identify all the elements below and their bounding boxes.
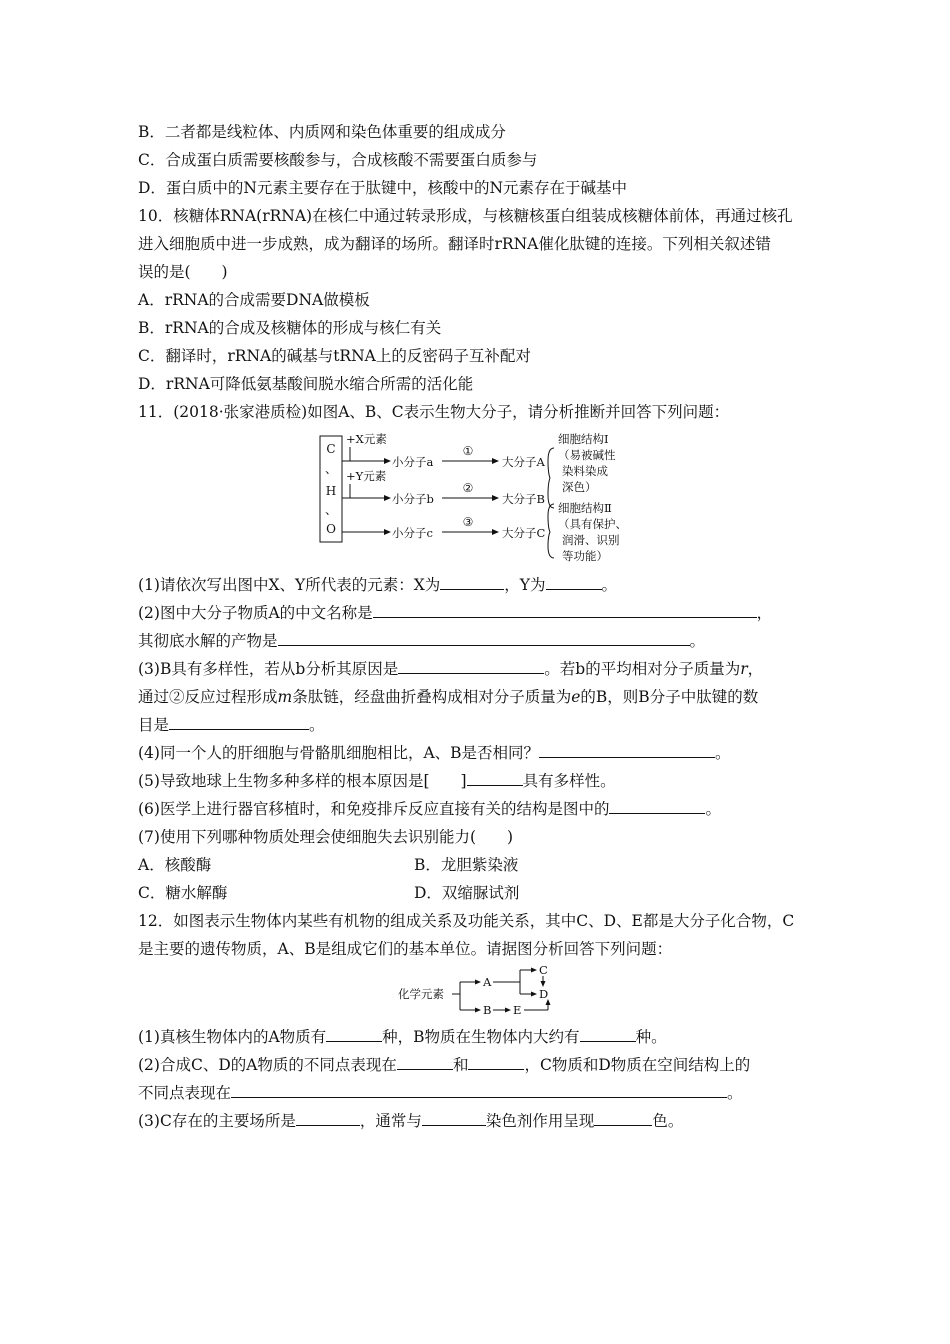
node-e: E bbox=[513, 1003, 522, 1017]
answer-blank-structure[interactable] bbox=[609, 799, 705, 814]
q11-sub5 bbox=[138, 770, 616, 792]
brace-structure-2 bbox=[548, 504, 554, 558]
element-sep-2: 、 bbox=[324, 503, 338, 517]
q12-sub1-text-c: 种。 bbox=[635, 1028, 667, 1046]
q11-sub7-option-c: C．糖水解酶 bbox=[138, 884, 228, 902]
structure-2-line4: 等功能） bbox=[562, 549, 608, 563]
q11-sub1-text-c: 。 bbox=[601, 576, 618, 594]
q10-option-b: B．rRNA的合成及核糖体的形成与核仁有关 bbox=[138, 319, 442, 337]
q9-option-d: D．蛋白质中的N元素主要存在于肽键中，核酸中的N元素存在于碱基中 bbox=[138, 179, 628, 197]
step-1-label: ① bbox=[462, 444, 474, 458]
q10-option-d: D．rRNA可降低氨基酸间脱水缩合所需的活化能 bbox=[138, 375, 474, 393]
q11-sub3-text-g: 目是 bbox=[138, 716, 170, 734]
q11-diagram bbox=[318, 428, 648, 568]
q11-sub3-line1 bbox=[138, 658, 763, 680]
answer-blank-root-cause[interactable] bbox=[467, 771, 523, 786]
q10-option-a: A．rRNA的合成需要DNA做模板 bbox=[138, 291, 370, 309]
answer-blank-hydrolysis-products[interactable] bbox=[278, 631, 690, 646]
q11-sub6-text-b: 。 bbox=[705, 800, 721, 818]
step-3-label: ③ bbox=[462, 515, 474, 529]
structure-1-line4: 深色） bbox=[562, 480, 597, 494]
q12-sub3-text-b: ，通常与 bbox=[359, 1112, 422, 1130]
answer-blank-difference-1[interactable] bbox=[397, 1055, 453, 1070]
small-molecule-c: 小分子c bbox=[392, 526, 433, 540]
q11-sub3-var-m: m bbox=[277, 688, 293, 706]
big-molecule-c: 大分子C bbox=[502, 526, 546, 540]
q12-diagram-svg bbox=[396, 962, 566, 1022]
q12-sub2-line1 bbox=[138, 1054, 750, 1076]
answer-blank-difference-2[interactable] bbox=[468, 1055, 524, 1070]
q12-sub2-line2 bbox=[138, 1082, 743, 1104]
answer-blank-y[interactable] bbox=[546, 575, 602, 590]
node-b: B bbox=[483, 1003, 492, 1017]
q9-option-b: B．二者都是线粒体、内质网和染色体重要的组成成分 bbox=[138, 123, 506, 141]
q12-sub1 bbox=[138, 1026, 667, 1048]
q11-sub3-text-a: (3)B具有多样性，若从b分析其原因是 bbox=[138, 660, 399, 678]
big-molecule-a: 大分子A bbox=[502, 455, 545, 469]
structure-1-line2: （易被碱性 bbox=[558, 448, 616, 462]
structure-2-line3: 润滑、识别 bbox=[562, 533, 620, 547]
q11-sub3-text-e: 条肽链，经盘曲折叠构成相对分子质量为 bbox=[292, 688, 572, 706]
q11-sub4 bbox=[138, 742, 731, 764]
q12-sub2-text-b: 和 bbox=[452, 1056, 469, 1074]
node-a: A bbox=[483, 975, 492, 989]
q11-sub7: (7)使用下列哪种物质处理会使细胞失去识别能力( ) bbox=[138, 828, 514, 846]
q11-sub5-text-a: (5)导致地球上生物多种多样的根本原因是[ ] bbox=[138, 772, 467, 790]
q10-stem-line1: 10．核糖体RNA(rRNA)在核仁中通过转录形成，与核糖核蛋白组装成核糖体前体，再通过核孔 bbox=[138, 207, 793, 225]
q11-sub3-line2 bbox=[138, 686, 758, 708]
brace-structure-1 bbox=[548, 448, 554, 508]
q11-sub4-text-a: (4)同一个人的肝细胞与骨骼肌细胞相比，A、B是否相同？ bbox=[138, 744, 540, 762]
q12-sub3-text-a: (3)C存在的主要场所是 bbox=[138, 1112, 296, 1130]
answer-blank-stain[interactable] bbox=[422, 1111, 486, 1126]
answer-blank-spatial-structure[interactable] bbox=[231, 1083, 727, 1098]
answer-blank-location[interactable] bbox=[296, 1111, 360, 1126]
q12-sub2-text-d: 不同点表现在 bbox=[138, 1084, 232, 1102]
element-h: H bbox=[325, 484, 337, 498]
structure-2-line1: 细胞结构Ⅱ bbox=[558, 501, 612, 515]
q11-sub2-text-a: (2)图中大分子物质A的中文名称是 bbox=[138, 604, 373, 622]
q12-diagram bbox=[396, 962, 566, 1022]
node-c: C bbox=[539, 963, 548, 977]
q11-sub2-text-d: 。 bbox=[689, 632, 706, 650]
plus-y-label: +Y元素 bbox=[346, 469, 387, 483]
element-o: O bbox=[326, 522, 336, 536]
q11-sub3-text-h: 。 bbox=[309, 716, 325, 734]
q12-sub3-text-c: 染色剂作用呈现 bbox=[485, 1112, 595, 1130]
answer-blank-a-name[interactable] bbox=[373, 603, 757, 618]
q12-sub3-text-d: 色。 bbox=[652, 1112, 684, 1130]
q11-sub6 bbox=[138, 798, 721, 820]
step-2-label: ② bbox=[462, 481, 474, 495]
q11-diagram-svg bbox=[318, 428, 648, 568]
element-sep-1: 、 bbox=[324, 462, 338, 476]
q11-sub3-var-e: e bbox=[571, 688, 581, 706]
answer-blank-b-diversity[interactable] bbox=[398, 659, 544, 674]
q9-option-c: C．合成蛋白质需要核酸参与，合成核酸不需要蛋白质参与 bbox=[138, 151, 538, 169]
q12-sub1-text-b: 种，B物质在生物体内大约有 bbox=[382, 1028, 580, 1046]
answer-blank-peptide-bonds[interactable] bbox=[169, 715, 309, 730]
small-molecule-a: 小分子a bbox=[392, 455, 434, 469]
structure-2-line2: （具有保护、 bbox=[558, 517, 627, 531]
q11-sub3-text-d: 通过②反应过程形成 bbox=[138, 688, 278, 706]
node-d: D bbox=[539, 987, 549, 1001]
q11-sub7-option-b: B．龙胆紫染液 bbox=[414, 856, 519, 874]
q11-sub3-var-r: r bbox=[740, 660, 748, 678]
big-molecule-b: 大分子B bbox=[502, 492, 545, 506]
q11-sub2-line1 bbox=[138, 602, 772, 624]
q11-sub3-text-b: 。若b的平均相对分子质量为 bbox=[544, 660, 741, 678]
q10-stem-line3: 误的是( ) bbox=[138, 263, 228, 281]
q11-sub2-text-c: 其彻底水解的产物是 bbox=[138, 632, 278, 650]
q11-sub3-line3 bbox=[138, 714, 325, 736]
q11-sub7-option-a: A．核酸酶 bbox=[138, 856, 212, 874]
q10-option-c: C．翻译时，rRNA的碱基与tRNA上的反密码子互补配对 bbox=[138, 347, 531, 365]
plus-x-label: +X元素 bbox=[346, 432, 387, 446]
q11-sub4-text-b: 。 bbox=[715, 744, 731, 762]
q11-sub1-text-a: (1)请依次写出图中X、Y所代表的元素：X为 bbox=[138, 576, 441, 594]
q12-sub1-text-a: (1)真核生物体内的A物质有 bbox=[138, 1028, 327, 1046]
small-molecule-b: 小分子b bbox=[392, 492, 434, 506]
answer-blank-color[interactable] bbox=[594, 1111, 652, 1126]
q12-stem-line1: 12．如图表示生物体内某些有机物的组成关系及功能关系，其中C、D、E都是大分子化合物，C bbox=[138, 912, 795, 930]
q12-sub2-text-e: 。 bbox=[727, 1084, 743, 1102]
q12-stem-line2: 是主要的遗传物质，A、B是组成它们的基本单位。请据图分析回答下列问题： bbox=[138, 940, 673, 958]
answer-blank-x[interactable] bbox=[440, 575, 504, 590]
q12-sub2-text-c: ，C物质和D物质在空间结构上的 bbox=[524, 1056, 751, 1074]
element-c: C bbox=[326, 442, 336, 456]
q12-sub2-text-a: (2)合成C、D的A物质的不同点表现在 bbox=[138, 1056, 397, 1074]
q11-stem: 11．(2018·张家港质检)如图A、B、C表示生物大分子，请分析推断并回答下列问题： bbox=[138, 403, 730, 421]
answer-blank-a-kinds[interactable] bbox=[326, 1027, 382, 1042]
answer-blank-b-kinds[interactable] bbox=[580, 1027, 636, 1042]
q11-sub6-text-a: (6)医学上进行器官移植时，和免疫排斥反应直接有关的结构是图中的 bbox=[138, 800, 610, 818]
q11-sub2-line2 bbox=[138, 630, 705, 652]
q12-sub3 bbox=[138, 1110, 683, 1132]
q11-sub5-text-b: 具有多样性。 bbox=[522, 772, 616, 790]
q11-sub1 bbox=[138, 574, 617, 596]
structure-1-line1: 细胞结构Ⅰ bbox=[558, 432, 609, 446]
structure-1-line3: 染料染成 bbox=[562, 464, 608, 478]
q11-sub3-text-c: ， bbox=[747, 660, 764, 678]
q11-sub1-text-b: ，Y为 bbox=[504, 576, 546, 594]
q11-sub7-option-d: D．双缩脲试剂 bbox=[414, 884, 520, 902]
q11-sub3-text-f: 的B，则B分子中肽键的数 bbox=[580, 688, 759, 706]
answer-blank-same-or-not[interactable] bbox=[539, 743, 715, 758]
q11-sub2-text-b: ， bbox=[756, 604, 773, 622]
q10-stem-line2: 进入细胞质中进一步成熟，成为翻译的场所。翻译时rRNA催化肽键的连接。下列相关叙述错 bbox=[138, 235, 771, 253]
chemical-elements-label: 化学元素 bbox=[398, 987, 444, 1001]
